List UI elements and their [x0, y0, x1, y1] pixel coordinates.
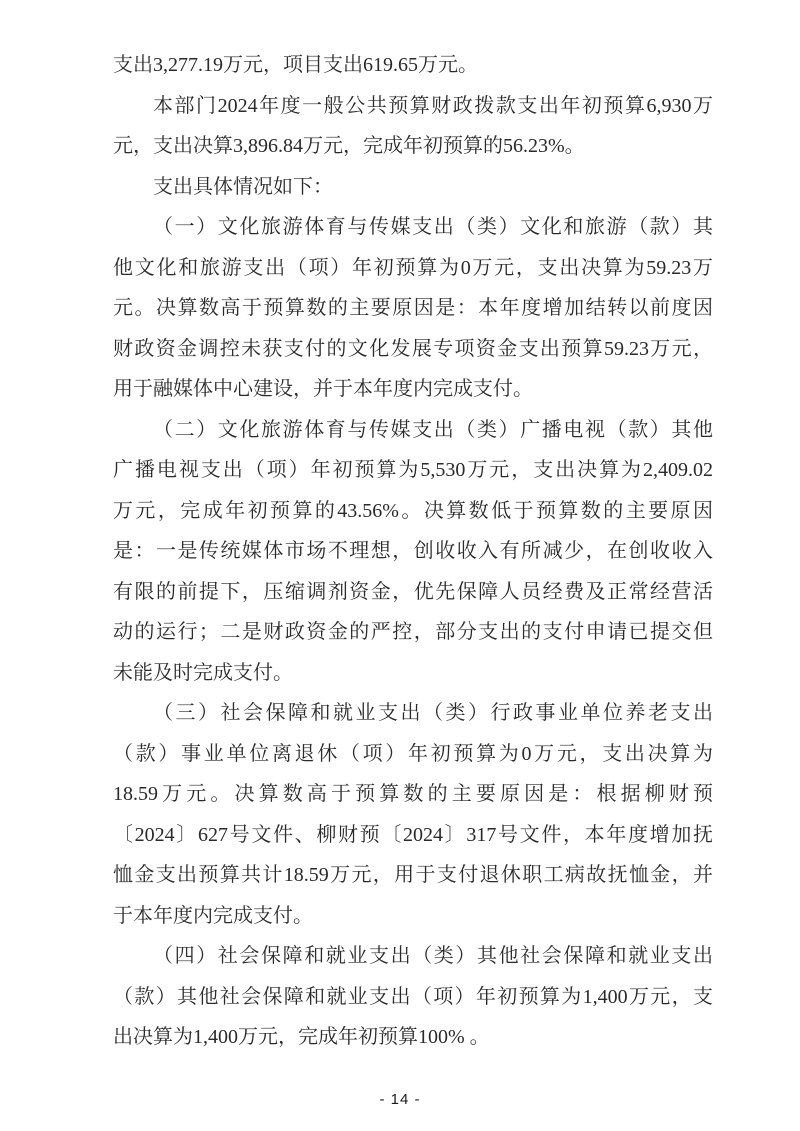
text-line: 支出3,277.19万元，项目支出619.65万元。	[113, 54, 478, 76]
text-line: 是：一是传统媒体市场不理想，创收收入有所减少，在创收收入	[113, 540, 713, 562]
text-line: 18.59万元。决算数高于预算数的主要原因是：根据柳财预	[113, 783, 713, 805]
text-line: 〔2024〕627号文件、柳财预〔2024〕317号文件，本年度增加抚	[113, 823, 713, 846]
text-line: 本部门2024年度一般公共预算财政拨款支出年初预算6,930万	[153, 94, 713, 117]
text-line: （款）事业单位离退休（项）年初预算为0万元，支出决算为	[113, 742, 713, 765]
text-line: 于本年度内完成支付。	[113, 904, 313, 927]
text-line: 未能及时完成支付。	[113, 661, 293, 684]
text-line: （款）其他社会保障和就业支出（项）年初预算为1,400万元，支	[113, 985, 713, 1008]
text-line: 他文化和旅游支出（项）年初预算为0万元，支出决算为59.23万	[113, 256, 713, 279]
body-text	[113, 45, 713, 1058]
text-line: （四）社会保障和就业支出（类）其他社会保障和就业支出	[153, 945, 713, 967]
text-line: 支出具体情况如下：	[153, 175, 333, 198]
text-line: 广播电视支出（项）年初预算为5,530万元，支出决算为2,409.02	[113, 459, 713, 481]
text-line: （一）文化旅游体育与传媒支出（类）文化和旅游（款）其	[153, 216, 713, 238]
text-line: （二）文化旅游体育与传媒支出（类）广播电视（款）其他	[153, 418, 713, 441]
page-number: - 14 -	[379, 1091, 421, 1108]
text-line: 元，支出决算3,896.84万元，完成年初预算的56.23%。	[113, 135, 585, 157]
text-line: 有限的前提下，压缩调剂资金，优先保障人员经费及正常经营活	[113, 580, 713, 603]
text-line: 财政资金调控未获支付的文化发展专项资金支出预算59.23万元，	[113, 337, 713, 360]
text-line: 万元，完成年初预算的43.56%。决算数低于预算数的主要原因	[113, 499, 713, 522]
text-line: 用于融媒体中心建设，并于本年度内完成支付。	[113, 378, 533, 400]
text-line: 出决算为1,400万元，完成年初预算100% 。	[113, 1026, 490, 1048]
text-line: 动的运行；二是财政资金的严控，部分支出的支付申请已提交但	[113, 621, 713, 643]
text-line: 恤金支出预算共计18.59万元，用于支付退休职工病故抚恤金，并	[113, 864, 713, 886]
text-line: 元。决算数高于预算数的主要原因是：本年度增加结转以前度因	[113, 297, 713, 319]
text-line: （三）社会保障和就业支出（类）行政事业单位养老支出	[153, 702, 713, 724]
